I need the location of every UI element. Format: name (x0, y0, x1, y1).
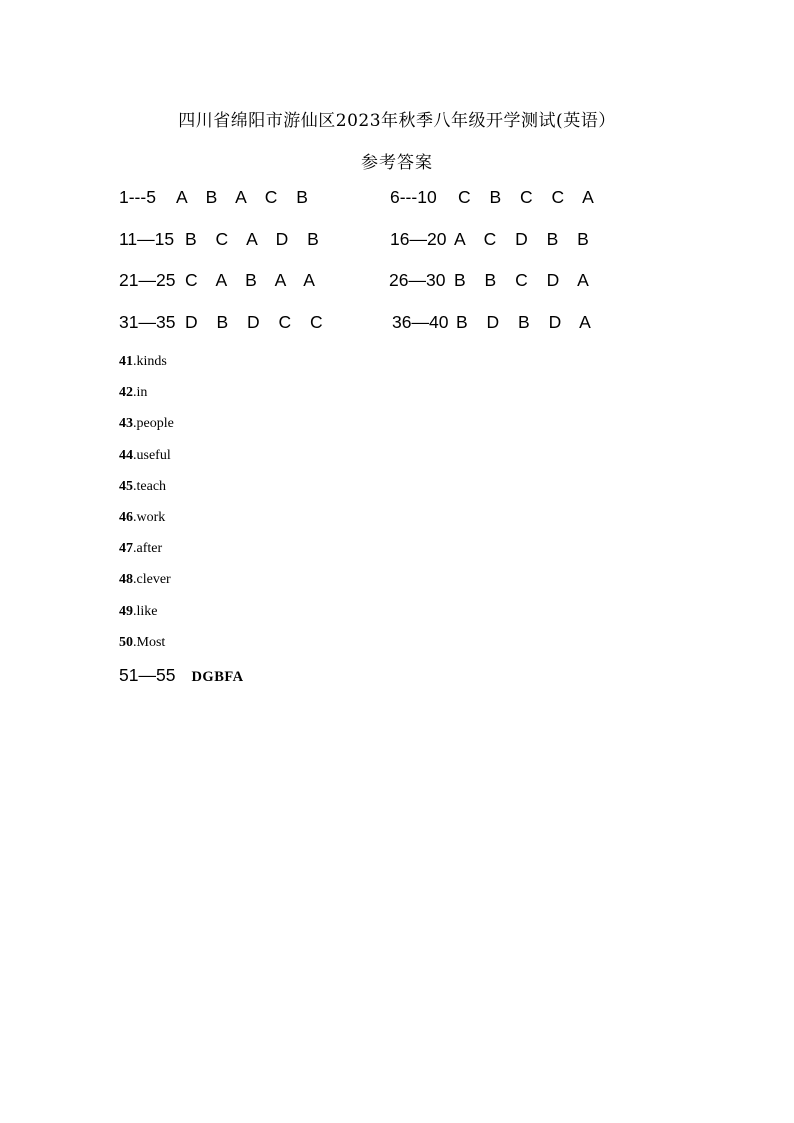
answer-letters: B B C D A (454, 270, 589, 290)
answer-word: .kinds (133, 354, 167, 369)
mc-block-right (389, 270, 589, 291)
list-item (119, 383, 174, 414)
mc-answer-row (0, 270, 794, 294)
answer-word: .work (133, 509, 166, 525)
list-item (119, 414, 174, 445)
question-range: 36—40 (392, 312, 449, 332)
answer-word: .teach (133, 478, 167, 494)
answer-word: .in (133, 385, 148, 401)
question-range: 31—35 (119, 312, 176, 332)
question-range: 16—20 (390, 229, 447, 249)
question-number: 43 (119, 416, 133, 432)
answer-word: .clever (133, 572, 171, 588)
answer-word: .like (133, 603, 158, 619)
question-number: 50 (119, 634, 133, 650)
list-item (119, 446, 174, 477)
mc-answer-row (0, 229, 794, 253)
question-number: 45 (119, 478, 133, 494)
mc-block-left (119, 229, 319, 250)
list-item (119, 539, 174, 570)
question-number: 46 (119, 509, 133, 525)
answer-key-heading: 参考答案 (361, 153, 433, 173)
fill-in-answers (119, 352, 174, 664)
question-range: 1---5 (119, 187, 156, 207)
mc-block-right (392, 312, 591, 333)
answer-letters: DGBFA (191, 669, 244, 685)
mc-block-left (119, 270, 315, 291)
answer-word: .after (133, 541, 163, 557)
answer-letters: B C A D B (185, 229, 319, 249)
list-item (119, 508, 174, 539)
question-range: 51—55 (119, 665, 176, 685)
answer-word: .useful (133, 447, 171, 463)
answer-letters: A C D B B (454, 229, 589, 249)
list-item (119, 477, 174, 508)
mc-answer-row (0, 187, 794, 211)
answer-letters: B D B D A (456, 312, 591, 332)
list-item (119, 602, 174, 633)
question-number: 49 (119, 603, 133, 619)
question-range: 21—25 (119, 270, 176, 290)
question-number: 41 (119, 354, 133, 369)
answer-word: .people (133, 416, 174, 432)
mc-block-left (119, 312, 323, 333)
answer-letters: C A B A A (185, 270, 315, 290)
question-number: 44 (119, 447, 133, 463)
question-number: 47 (119, 541, 133, 557)
mc-block-right (390, 229, 589, 250)
question-range: 6---10 (390, 187, 437, 207)
final-section-row (119, 665, 244, 686)
question-range: 26—30 (389, 270, 446, 290)
document-title: 四川省绵阳市游仙区2023年秋季八年级开学测试(英语） (178, 111, 616, 131)
mc-answer-row (0, 312, 794, 336)
question-number: 42 (119, 385, 133, 401)
answer-letters: D B D C C (185, 312, 323, 332)
question-number: 48 (119, 572, 133, 588)
list-item (119, 633, 174, 664)
list-item (119, 570, 174, 601)
answer-letters: C B C C A (458, 187, 594, 207)
list-item (119, 352, 174, 383)
mc-block-right (390, 187, 594, 208)
question-range: 11—15 (119, 229, 175, 249)
answer-word: .Most (133, 634, 166, 650)
answer-letters: A B A C B (176, 187, 308, 207)
mc-block-left (119, 187, 308, 208)
